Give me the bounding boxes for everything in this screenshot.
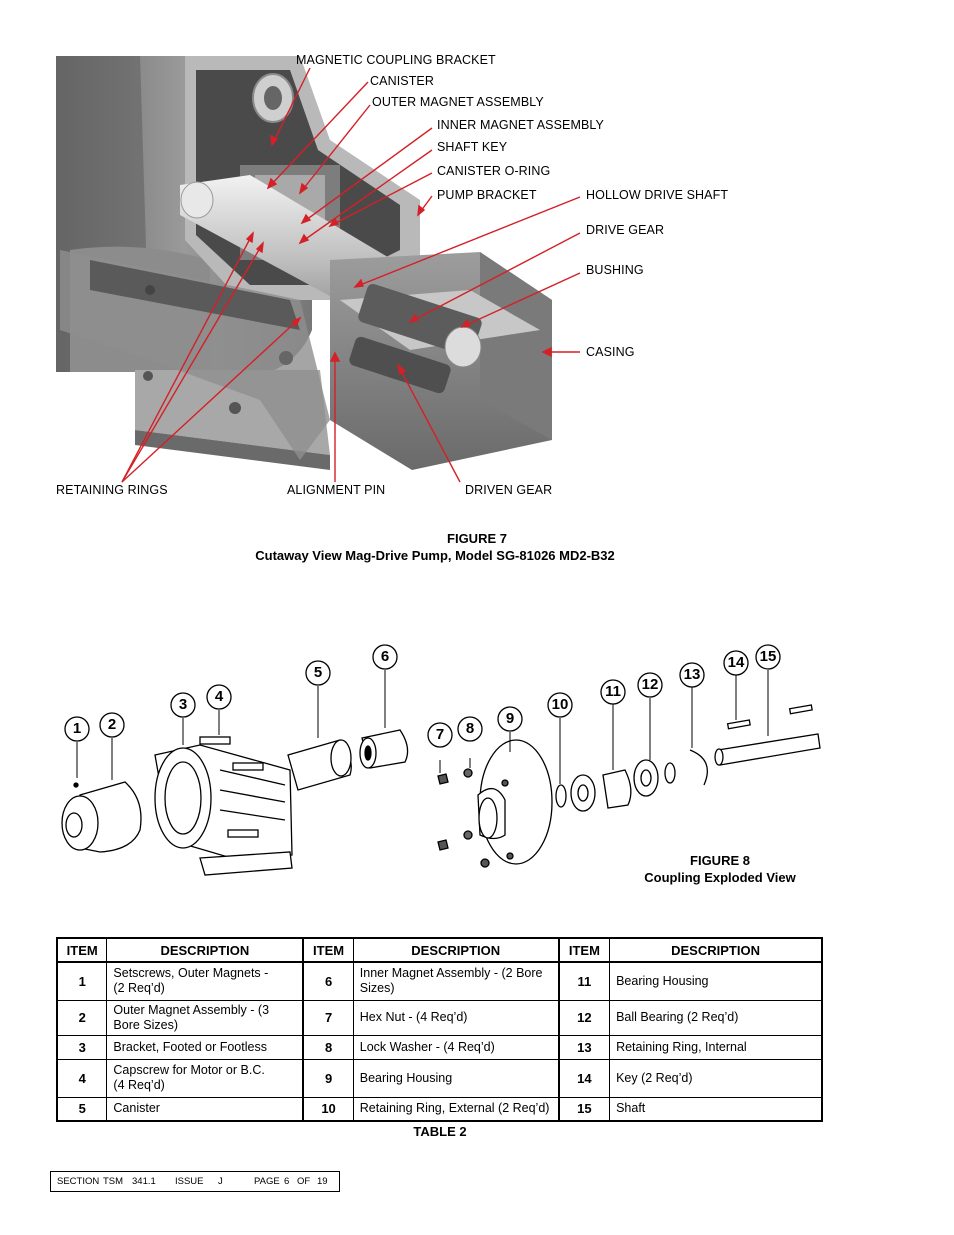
leader-inner-magnet-assembly [302,128,432,223]
table-row [57,1000,822,1035]
table-row [57,1035,822,1059]
part-capscrew [200,737,230,744]
leader-drive-gear [410,233,580,322]
part-key [728,720,751,729]
item-number: 2 [57,1000,107,1035]
item-description: Bearing Housing [610,962,822,1000]
figure8-caption-title: FIGURE 8 [690,853,750,868]
callout-number-7: 7 [435,726,445,743]
figure7-leader-lines [0,0,954,510]
item-number: 15 [559,1097,610,1121]
item-number: 12 [559,1000,610,1035]
leader-canister [268,82,368,188]
leader-canister-o-ring [330,173,432,226]
callout-number-13: 13 [683,666,701,683]
footer-total-pages: 19 [317,1176,328,1187]
label-hollow-drive-shaft: HOLLOW DRIVE SHAFT [586,188,729,202]
callout-number-8: 8 [465,720,475,737]
callout-number-4: 4 [214,688,224,705]
footer-of-label: OF [297,1176,311,1187]
label-canister-o-ring: CANISTER O-RING [437,164,551,178]
figure8-caption-text: Coupling Exploded View [644,870,796,885]
item-number: 5 [57,1097,107,1121]
item-number: 9 [303,1059,353,1097]
header-item: ITEM [57,938,107,962]
callout-number-15: 15 [759,648,777,665]
footer-section-label: SECTION [57,1176,100,1187]
header-description: DESCRIPTION [610,938,822,962]
leader-outer-magnet-assembly [300,105,370,193]
parts-table [56,937,823,1122]
leader-hollow-drive-shaft [355,197,580,287]
footer-issue-value: J [218,1176,223,1187]
callout-number-12: 12 [641,676,659,693]
footer-section-value: TSM [103,1176,124,1187]
table-row [57,1059,822,1097]
table-caption: TABLE 2 [413,1124,467,1139]
item-description: Lock Washer - (4 Req’d) [353,1035,558,1059]
item-number: 7 [303,1000,353,1035]
footer-issue-label: ISSUE [175,1176,204,1187]
callout-number-6: 6 [380,648,390,665]
leader-bushing [462,273,580,327]
item-description: Hex Nut - (4 Req’d) [353,1000,558,1035]
label-outer-magnet-assembly: OUTER MAGNET ASSEMBLY [372,95,544,109]
item-description: Inner Magnet Assembly - (2 Bore Sizes) [353,962,558,1000]
table-row [57,1097,822,1121]
table-header-row [57,938,822,962]
item-description: Retaining Ring, Internal [610,1035,822,1059]
label-retaining-rings: RETAINING RINGS [56,483,168,497]
callout-number-9: 9 [505,710,515,727]
item-description: Ball Bearing (2 Req’d) [610,1000,822,1035]
table-row [57,962,822,1000]
leader-retaining-ring-3 [122,318,300,482]
leader-retaining-ring-2 [122,243,263,482]
part-bearing-housing [603,770,631,808]
leader-driven-gear [398,365,460,482]
callout-number-2: 2 [107,716,117,733]
footer-section-number: 341.1 [132,1176,156,1187]
figure7-caption-title: FIGURE 7 [447,531,507,546]
item-number: 14 [559,1059,610,1097]
item-number: 13 [559,1035,610,1059]
item-number: 4 [57,1059,107,1097]
item-description: Outer Magnet Assembly - (3 Bore Sizes) [107,1000,303,1035]
label-bushing: BUSHING [586,263,644,277]
part-retaining-ring-external [556,785,566,807]
page-footer [50,1171,340,1192]
callout-number-10: 10 [551,696,569,713]
header-item: ITEM [303,938,353,962]
label-drive-gear: DRIVE GEAR [586,223,665,237]
item-number: 6 [303,962,353,1000]
callout-number-14: 14 [727,654,745,671]
figure7-caption-text: Cutaway View Mag-Drive Pump, Model SG-81026 MD2-B32 [255,548,615,563]
label-canister: CANISTER [370,74,435,88]
item-description: Key (2 Req’d) [610,1059,822,1097]
item-description: Bracket, Footed or Footless [107,1035,303,1059]
label-alignment-pin: ALIGNMENT PIN [287,483,386,497]
part-lock-washer [464,769,472,777]
part-retaining-ring-internal [665,763,675,783]
label-magnetic-coupling-bracket: MAGNETIC COUPLING BRACKET [296,53,496,67]
item-number: 11 [559,962,610,1000]
item-number: 10 [303,1097,353,1121]
leader-shaft-key [300,150,432,243]
figure8-exploded-illustration [0,630,954,890]
label-driven-gear: DRIVEN GEAR [465,483,553,497]
item-description: Bearing Housing [353,1059,558,1097]
item-description: Retaining Ring, External (2 Req’d) [353,1097,558,1121]
item-number: 3 [57,1035,107,1059]
part-shaft [718,734,820,765]
label-casing: CASING [586,345,635,359]
header-description: DESCRIPTION [107,938,303,962]
label-pump-bracket: PUMP BRACKET [437,188,537,202]
callout-number-11: 11 [605,683,621,700]
leader-magnetic-coupling-bracket [272,68,310,145]
callout-number-1: 1 [72,720,82,737]
callout-number-5: 5 [313,664,323,681]
item-description: Setscrews, Outer Magnets - (2 Req’d) [107,962,303,1000]
callout-number-3: 3 [178,696,188,713]
part-hex-nut [438,774,448,784]
footer-page-label: PAGE [254,1176,280,1187]
footer-page-value: 6 [284,1176,290,1187]
label-shaft-key: SHAFT KEY [437,140,508,154]
item-number: 1 [57,962,107,1000]
leader-retaining-ring-1 [122,233,253,482]
item-description: Shaft [610,1097,822,1121]
item-number: 8 [303,1035,353,1059]
item-description: Capscrew for Motor or B.C. (4 Req’d) [107,1059,303,1097]
header-item: ITEM [559,938,610,962]
header-description: DESCRIPTION [353,938,558,962]
label-inner-magnet-assembly: INNER MAGNET ASSEMBLY [437,118,604,132]
item-description: Canister [107,1097,303,1121]
